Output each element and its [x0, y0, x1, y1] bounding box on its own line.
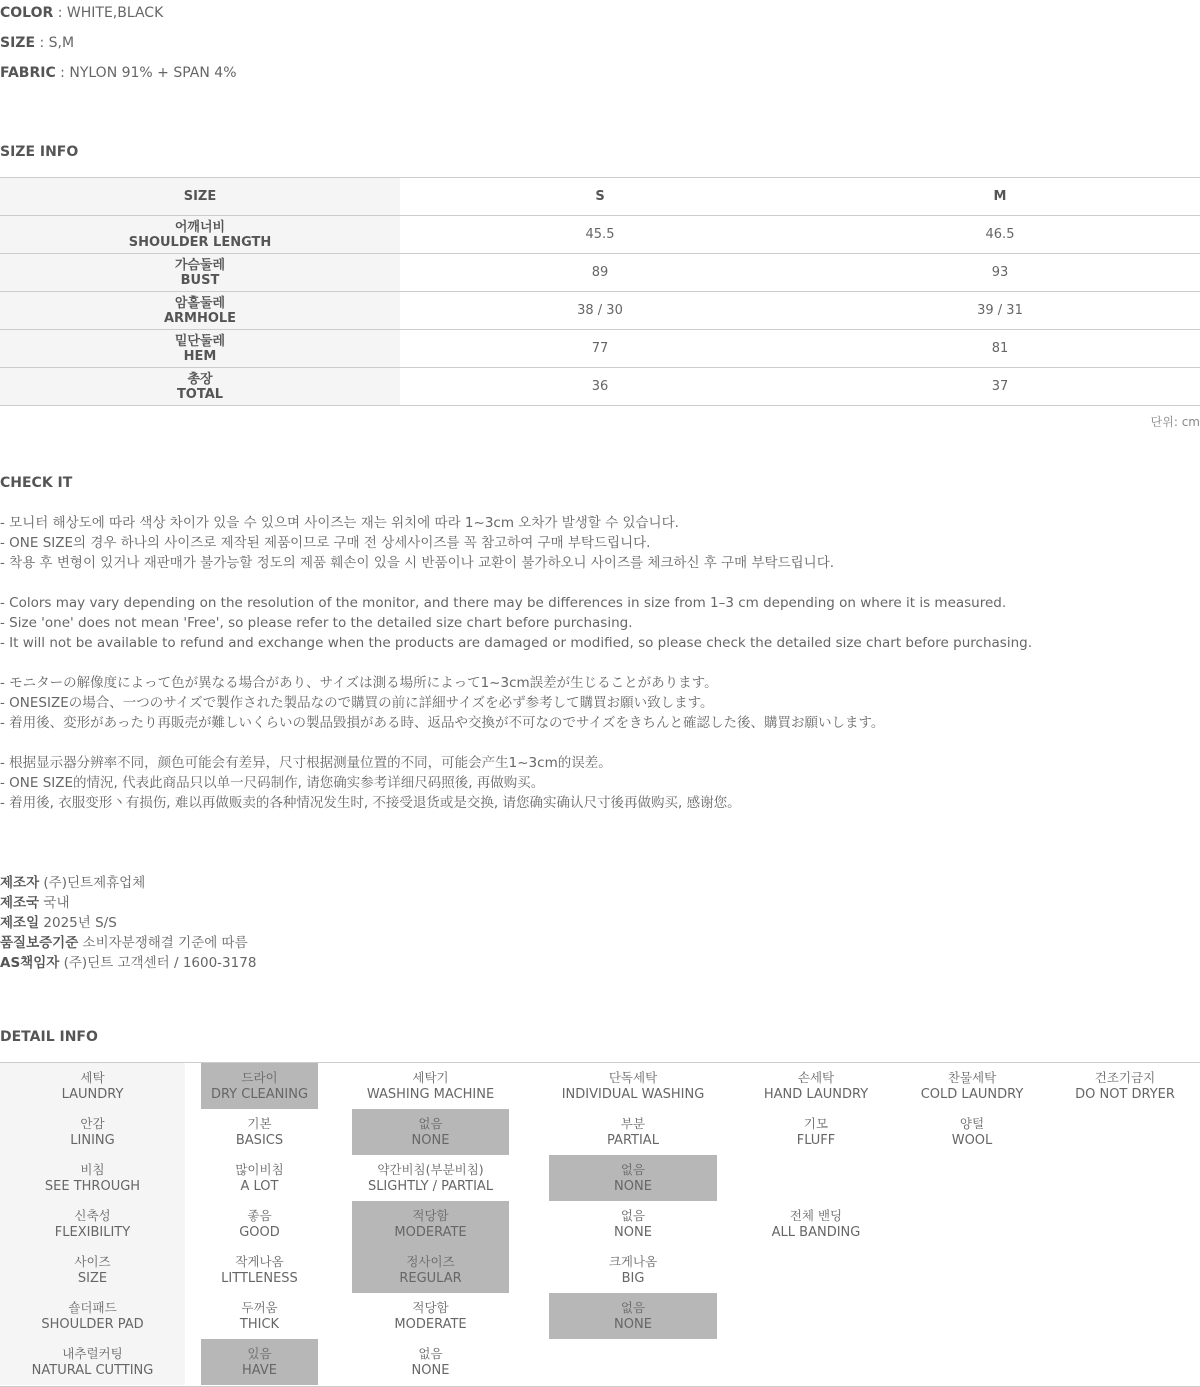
spec-label: FABRIC — [0, 65, 56, 81]
measure-label — [0, 368, 400, 405]
maker-row — [0, 933, 256, 953]
option-en: A LOT — [240, 1179, 279, 1194]
detail-label-en: LINING — [70, 1133, 115, 1148]
option-en: PARTIAL — [607, 1133, 659, 1148]
option-en: NONE — [411, 1133, 450, 1148]
table-row — [0, 291, 1200, 329]
size-s-value: 89 — [591, 265, 609, 280]
detail-label-en: NATURAL CUTTING — [31, 1363, 154, 1378]
option-ko: 두꺼움 — [241, 1300, 278, 1315]
option-ko: 적당함 — [412, 1208, 449, 1223]
detail-option — [1058, 1063, 1192, 1109]
option-ko: 기모 — [803, 1116, 829, 1131]
spec-label: SIZE — [0, 35, 36, 51]
size-m-value: 37 — [991, 379, 1009, 394]
option-en: REGULAR — [399, 1271, 462, 1286]
measure-label — [0, 292, 400, 329]
maker-value: (주)딘트 고객센터 / 1600-3178 — [59, 955, 257, 971]
maker-row — [0, 873, 256, 893]
note-line: - 착용 후 변형이 있거나 재판매가 불가능할 정도의 제품 훼손이 있을 시 반품이나 교환이 불가하오니 사이즈를 체크하신 후 구매 부탁드립니다. — [0, 555, 835, 571]
measure-label — [0, 254, 400, 291]
note-line: - ONESIZEの場合、一つのサイズで製作された製品なので購買の前に詳細サイズを必ず参考して購買お願い致します。 — [0, 695, 714, 711]
measure-label — [0, 330, 400, 367]
note-line: - Size 'one' does not mean 'Free', so please refer to the detailed size chart before purchasing. — [0, 615, 633, 631]
option-ko: 좋음 — [247, 1208, 272, 1223]
detail-row-flexibility — [0, 1201, 1200, 1247]
option-en: HAND LAUNDRY — [763, 1087, 869, 1102]
option-ko: 전체 밴딩 — [789, 1208, 843, 1223]
option-en: ALL BANDING — [771, 1225, 861, 1240]
detail-option — [201, 1293, 318, 1339]
detail-option-selected — [352, 1109, 509, 1155]
size-m-value: 46.5 — [985, 227, 1015, 242]
maker-label: AS책임자 — [0, 955, 60, 971]
maker-value: 2025년 S/S — [39, 915, 117, 931]
detail-label — [0, 1201, 185, 1247]
option-en: HAVE — [242, 1363, 277, 1378]
detail-option-selected — [549, 1293, 717, 1339]
detail-option — [201, 1155, 318, 1201]
detail-option — [352, 1155, 509, 1201]
option-ko: 없음 — [620, 1300, 646, 1315]
size-m-value: 93 — [991, 265, 1009, 280]
note-line: - 根据显示器分辨率不同，颜色可能会有差异，尺寸根据测量位置的不同，可能会产生1~3cm的误差。 — [0, 755, 612, 771]
option-en: LITTLENESS — [221, 1271, 298, 1286]
measure-label-en: BUST — [180, 272, 220, 288]
detail-row-shoulder-pad — [0, 1293, 1200, 1339]
note-line: - ONE SIZE的情況, 代表此商品只以单一尺码制作, 请您确实参考详细尺码照後, 再做购买。 — [0, 775, 545, 791]
size-s-value: 45.5 — [585, 227, 615, 242]
detail-label — [0, 1063, 185, 1109]
option-ko: 양털 — [959, 1116, 985, 1131]
detail-label — [0, 1293, 185, 1339]
detail-option — [746, 1109, 886, 1155]
option-ko: 찬물세탁 — [947, 1070, 997, 1085]
detail-label-ko: 숄더패드 — [68, 1300, 117, 1315]
size-info-title: SIZE INFO — [0, 144, 79, 160]
detail-table — [0, 1062, 1200, 1387]
detail-option — [201, 1109, 318, 1155]
detail-option — [352, 1293, 509, 1339]
note-line: - モニターの解像度によって色が異なる場合があり、サイズは測る場所によって1~3cm誤差が生じることがあります。 — [0, 675, 718, 691]
detail-label — [0, 1109, 185, 1155]
measure-label-ko: 밑단둘레 — [174, 333, 226, 349]
option-en: GOOD — [239, 1225, 280, 1240]
measure-label — [0, 216, 400, 253]
measure-label-en: HEM — [183, 348, 217, 364]
option-ko: 없음 — [418, 1116, 443, 1131]
detail-option — [352, 1063, 509, 1109]
option-ko: 건조기금지 — [1094, 1070, 1156, 1085]
note-line: - Colors may vary depending on the resolution of the monitor, and there may be differences in size from 1–3 cm depending on where it is measured. — [0, 595, 1007, 611]
size-header-cell: SIZE — [0, 178, 400, 215]
measure-label-en: SHOULDER LENGTH — [128, 234, 272, 250]
check-it-notes — [0, 513, 1032, 813]
detail-option-selected — [201, 1063, 318, 1109]
detail-option — [549, 1063, 717, 1109]
option-ko: 있음 — [247, 1346, 272, 1361]
detail-info-title: DETAIL INFO — [0, 1029, 98, 1045]
detail-label-ko: 신축성 — [74, 1208, 111, 1223]
option-ko: 단독세탁 — [608, 1070, 658, 1085]
detail-option — [201, 1247, 318, 1293]
spec-color — [0, 3, 163, 23]
unit-note: 단위: cm — [1150, 415, 1200, 429]
option-en: WOOL — [951, 1133, 993, 1148]
option-en: WASHING MACHINE — [366, 1087, 495, 1102]
detail-label-ko: 사이즈 — [74, 1254, 111, 1269]
detail-option-selected — [549, 1155, 717, 1201]
spec-label: COLOR — [0, 5, 54, 21]
detail-label-ko: 안감 — [80, 1116, 105, 1131]
detail-option — [352, 1339, 509, 1385]
size-table — [0, 177, 1200, 406]
spec-value: : NYLON 91% + SPAN 4% — [55, 65, 237, 81]
option-en: BASICS — [235, 1133, 284, 1148]
measure-label-en: ARMHOLE — [163, 310, 237, 326]
option-ko: 드라이 — [241, 1070, 278, 1085]
option-en: INDIVIDUAL WASHING — [561, 1087, 705, 1102]
maker-value: 소비자분쟁해결 기준에 따름 — [78, 935, 248, 951]
maker-row — [0, 893, 256, 913]
option-en: SLIGHTLY / PARTIAL — [367, 1179, 494, 1194]
size-m-value: 81 — [991, 341, 1009, 356]
option-ko: 크게나옴 — [608, 1254, 658, 1269]
detail-option-selected — [352, 1201, 509, 1247]
detail-option — [902, 1109, 1042, 1155]
detail-row-size — [0, 1247, 1200, 1293]
spec-size — [0, 33, 74, 53]
detail-label-ko: 비침 — [80, 1162, 105, 1177]
measure-label-en: TOTAL — [176, 386, 224, 402]
detail-option-selected — [352, 1247, 509, 1293]
size-s-value: 36 — [591, 379, 609, 394]
detail-label — [0, 1339, 185, 1385]
note-line: - It will not be available to refund and exchange when the products are damaged or modified, so please check the detailed size chart before purchasing. — [0, 635, 1032, 651]
option-en: FLUFF — [796, 1133, 836, 1148]
option-en: MODERATE — [394, 1317, 467, 1332]
detail-label-en: LAUNDRY — [61, 1087, 124, 1102]
detail-label-en: SIZE — [77, 1271, 108, 1286]
option-ko: 부분 — [620, 1116, 646, 1131]
option-en: MODERATE — [394, 1225, 467, 1240]
option-en: NONE — [411, 1363, 450, 1378]
table-row — [0, 329, 1200, 367]
detail-row-lining — [0, 1109, 1200, 1155]
note-line: - 모니터 해상도에 따라 색상 차이가 있을 수 있으며 사이즈는 재는 위치에 따라 1~3cm 오차가 발생할 수 있습니다. — [0, 515, 679, 531]
option-ko: 기본 — [247, 1116, 272, 1131]
size-header-cell: S — [400, 178, 800, 215]
option-en: COLD LAUNDRY — [920, 1087, 1024, 1102]
detail-option — [746, 1201, 886, 1247]
detail-label — [0, 1247, 185, 1293]
option-en: BIG — [621, 1271, 645, 1286]
option-ko: 약간비침(부분비침) — [377, 1162, 484, 1177]
maker-info — [0, 873, 256, 973]
measure-label-ko: 암홀둘레 — [174, 295, 226, 311]
maker-label: 제조자 — [0, 875, 40, 891]
maker-label: 제조일 — [0, 915, 40, 931]
detail-label-ko: 내추럴커팅 — [62, 1346, 123, 1361]
option-ko: 없음 — [620, 1208, 646, 1223]
note-line: - 着用後, 衣服变形丶有损伤, 难以再做贩卖的各种情况发生时, 不接受退货或是交换, 请您确实确认尺寸後再做购买, 感谢您。 — [0, 795, 741, 811]
size-header-cell: M — [800, 178, 1200, 215]
check-it-title: CHECK IT — [0, 475, 73, 491]
maker-value: (주)딘트제휴업체 — [39, 875, 146, 891]
table-row — [0, 367, 1200, 406]
detail-label-en: SHOULDER PAD — [41, 1317, 144, 1332]
option-ko: 적당함 — [412, 1300, 449, 1315]
option-ko: 작게나옴 — [235, 1254, 284, 1269]
measure-label-ko: 가슴둘레 — [174, 257, 226, 273]
note-line: - ONE SIZE의 경우 하나의 사이즈로 제작된 제품이므로 구매 전 상세사이즈를 꼭 참고하여 구매 부탁드립니다. — [0, 535, 651, 551]
measure-label-ko: 총장 — [187, 371, 213, 387]
option-ko: 없음 — [620, 1162, 646, 1177]
maker-label: 품질보증기준 — [0, 935, 79, 951]
table-row — [0, 215, 1200, 253]
note-line: - 着用後、変形があったり再販売が難しいくらいの製品毀損がある時、返品や交換が不可なのでサイズをきちんと確認した後、購買お願いします。 — [0, 715, 885, 731]
table-row — [0, 253, 1200, 291]
detail-option — [549, 1247, 717, 1293]
detail-label-en: SEE THROUGH — [44, 1179, 141, 1194]
detail-row-laundry — [0, 1063, 1200, 1109]
maker-row — [0, 913, 256, 933]
option-ko: 많이비침 — [235, 1162, 284, 1177]
detail-option — [549, 1109, 717, 1155]
option-en: NONE — [614, 1225, 652, 1240]
detail-label — [0, 1155, 185, 1201]
maker-label: 제조국 — [0, 895, 40, 911]
detail-row-natural-cutting — [0, 1339, 1200, 1385]
detail-label-en: FLEXIBILITY — [54, 1225, 131, 1240]
spec-fabric — [0, 63, 237, 83]
detail-option — [549, 1201, 717, 1247]
maker-row — [0, 953, 256, 973]
spec-value: : S,M — [35, 35, 75, 51]
size-table-header — [0, 177, 1200, 215]
detail-option-selected — [201, 1339, 318, 1385]
detail-option — [902, 1063, 1042, 1109]
detail-row-see-through — [0, 1155, 1200, 1201]
option-ko: 정사이즈 — [406, 1254, 455, 1269]
option-en: NONE — [614, 1317, 652, 1332]
detail-label-ko: 세탁 — [80, 1070, 105, 1085]
spec-value: : WHITE,BLACK — [53, 5, 164, 21]
maker-value: 국내 — [39, 895, 70, 911]
option-ko: 손세탁 — [797, 1070, 835, 1085]
option-ko: 없음 — [418, 1346, 443, 1361]
size-s-value: 77 — [591, 341, 609, 356]
detail-option — [201, 1201, 318, 1247]
option-en: DRY CLEANING — [210, 1087, 309, 1102]
option-en: DO NOT DRYER — [1075, 1087, 1175, 1102]
size-s-value: 38 / 30 — [577, 303, 623, 318]
detail-option — [746, 1063, 886, 1109]
measure-label-ko: 어깨너비 — [174, 219, 226, 235]
size-m-value: 39 / 31 — [977, 303, 1023, 318]
option-ko: 세탁기 — [412, 1070, 449, 1085]
option-en: NONE — [614, 1179, 652, 1194]
option-en: THICK — [239, 1317, 280, 1332]
